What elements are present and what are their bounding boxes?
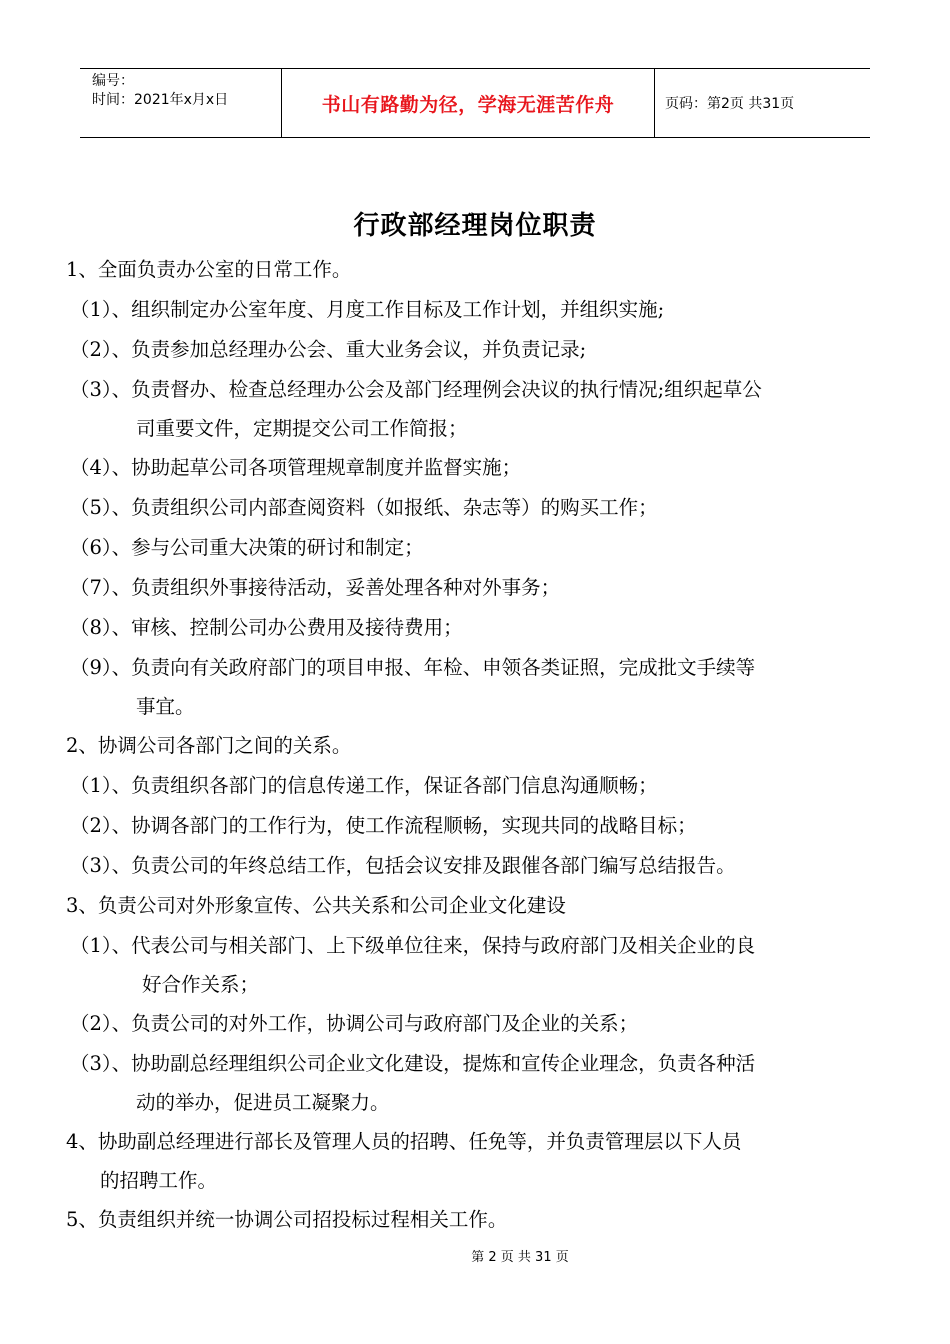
paragraph-line: （9）、负责向有关政府部门的项目申报、年检、申领各类证照，完成批文手续等 (70, 656, 756, 679)
paragraph-line: （3）、负责公司的年终总结工作，包括会议安排及跟催各部门编写总结报告。 (70, 854, 736, 877)
paragraph-line: （7）、负责组织外事接待活动，妥善处理各种对外事务； (70, 576, 561, 599)
header-page-cell (655, 69, 870, 137)
paragraph-line: 5、负责组织并统一协调公司招投标过程相关工作。 (66, 1208, 508, 1231)
paragraph-continuation-line: 好合作关系； (142, 973, 260, 996)
header-motto-cell (281, 69, 655, 137)
paragraph-line: （1）、代表公司与相关部门、上下级单位往来，保持与政府部门及相关企业的良 (70, 934, 756, 957)
header-meta-cell (80, 69, 281, 137)
document-body (66, 250, 874, 1240)
paragraph-line: （1）、组织制定办公室年度、月度工作目标及工作计划，并组织实施; (70, 298, 665, 321)
paragraph-line: （6）、参与公司重大决策的研讨和制定； (70, 536, 424, 559)
paragraph-line: 4、协助副总经理进行部长及管理人员的招聘、任免等，并负责管理层以下人员 (66, 1130, 742, 1153)
paragraph-line: （4）、协助起草公司各项管理规章制度并监督实施； (70, 456, 522, 479)
paragraph-line: 3、负责公司对外形象宣传、公共关系和公司企业文化建设 (66, 894, 566, 917)
paragraph-line: （3）、负责督办、检查总经理办公会及部门经理例会决议的执行情况;组织起草公 (70, 378, 762, 401)
header-motto: 书山有路勤为径，学海无涯苦作舟 (321, 93, 615, 116)
document-date: 时间：2021年x月x日 (92, 92, 229, 108)
paragraph-line: 2、协调公司各部门之间的关系。 (66, 734, 352, 757)
header-table (80, 68, 870, 138)
paragraph-continuation-line: 事宜。 (136, 695, 195, 718)
paragraph-line: （5）、负责组织公司内部查阅资料（如报纸、杂志等）的购买工作； (70, 496, 658, 519)
paragraph-line: （2）、协调各部门的工作行为，使工作流程顺畅，实现共同的战略目标； (70, 814, 697, 837)
page-footer: 第 2 页 共 31 页 (471, 1250, 569, 1265)
paragraph-line: （3）、协助副总经理组织公司企业文化建设，提炼和宣传企业理念，负责各种活 (70, 1052, 756, 1075)
header-page-info: 页码：第2页 共31页 (665, 96, 795, 112)
paragraph-line: 1、全面负责办公室的日常工作。 (66, 258, 352, 281)
paragraph-continuation-line: 动的举办，促进员工凝聚力。 (136, 1091, 390, 1114)
paragraph-line: （8）、审核、控制公司办公费用及接待费用； (70, 616, 463, 639)
paragraph-continuation-line: 司重要文件，定期提交公司工作简报； (136, 417, 468, 440)
paragraph-continuation-line: 的招聘工作。 (100, 1169, 218, 1192)
paragraph-line: （1）、负责组织各部门的信息传递工作，保证各部门信息沟通顺畅； (70, 774, 658, 797)
paragraph-line: （2）、负责公司的对外工作，协调公司与政府部门及企业的关系； (70, 1012, 639, 1035)
document-number-label: 编号： (92, 73, 134, 89)
document-title: 行政部经理岗位职责 (353, 211, 597, 241)
paragraph-line: （2）、负责参加总经理办公会、重大业务会议，并负责记录; (70, 338, 587, 361)
